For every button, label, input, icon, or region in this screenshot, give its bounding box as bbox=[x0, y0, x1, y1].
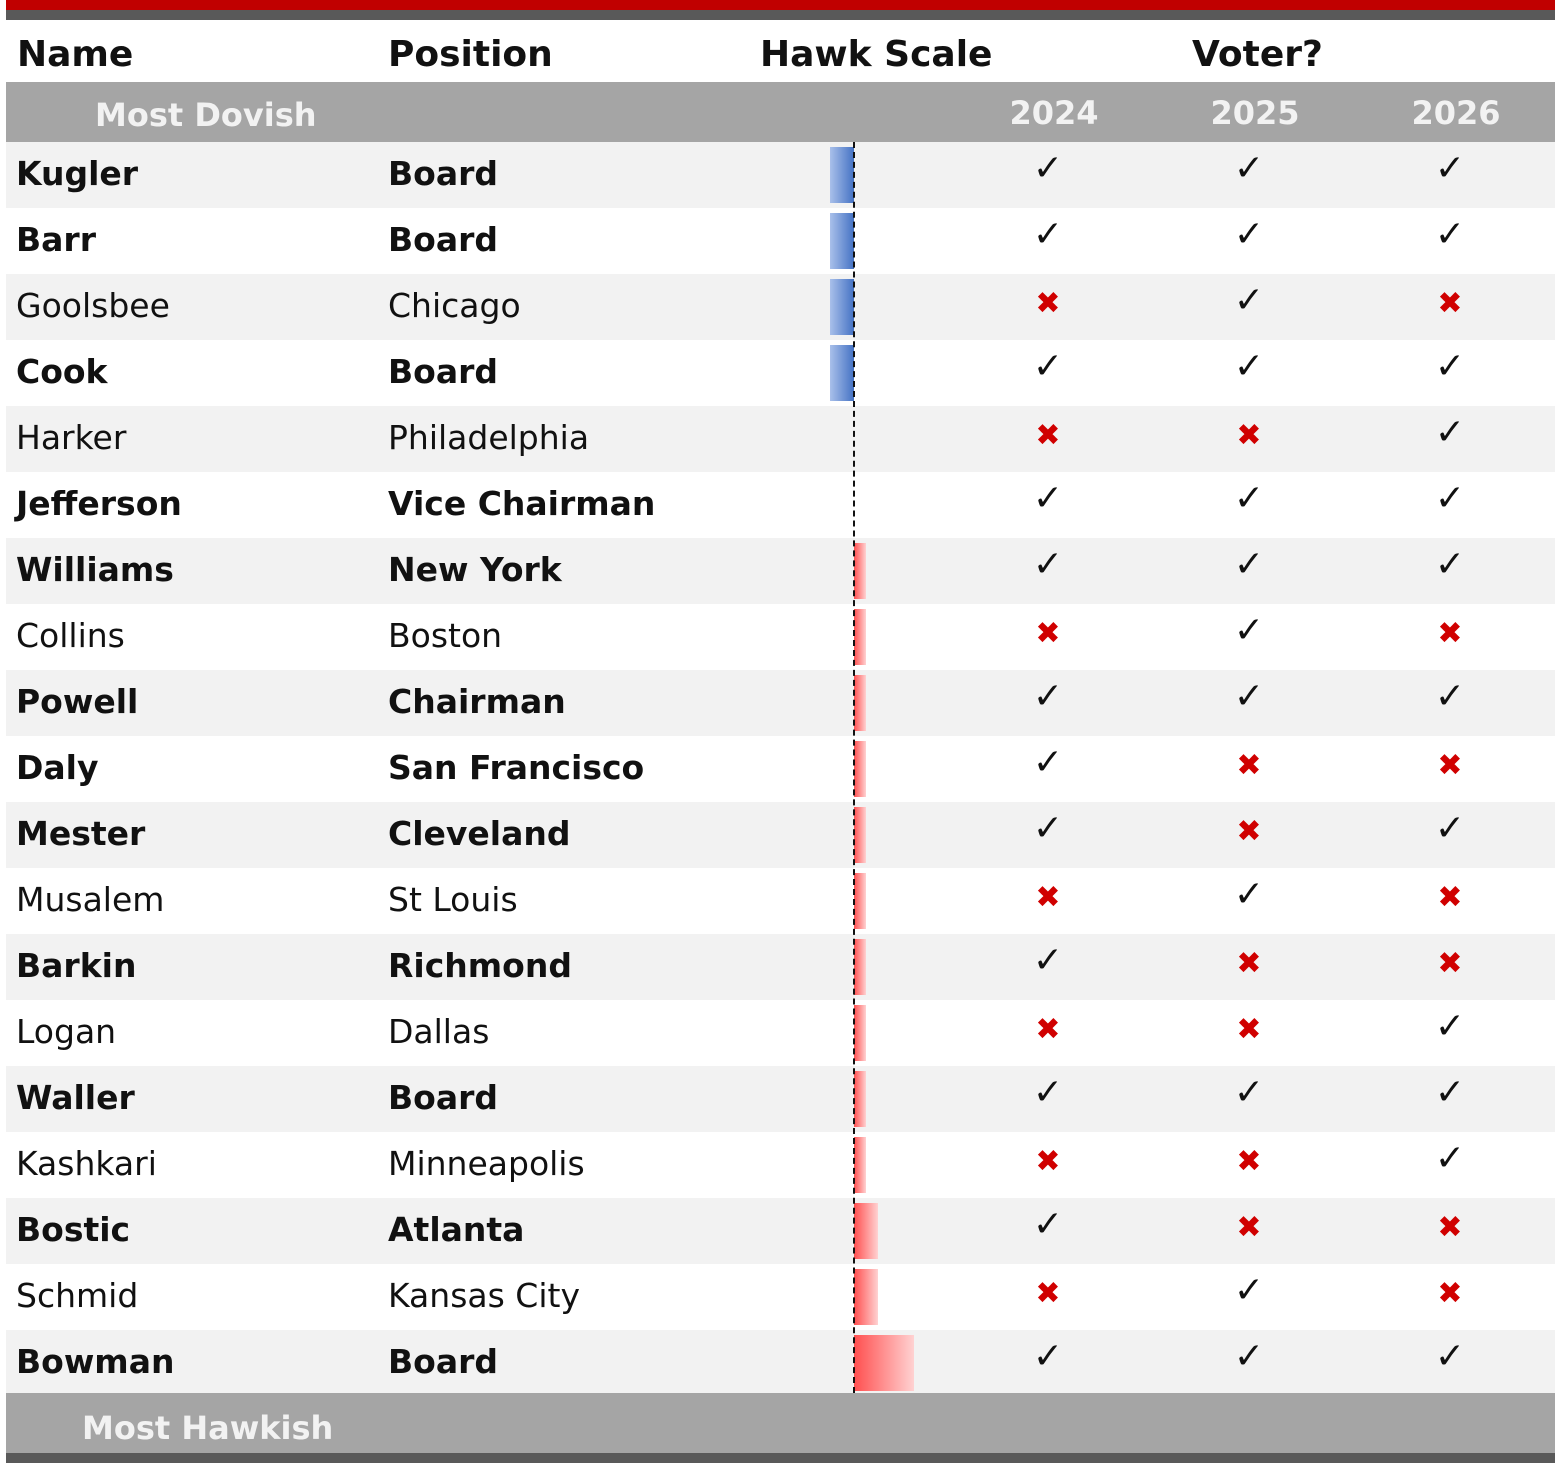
cross-icon: ✖ bbox=[1035, 880, 1061, 915]
table-row bbox=[6, 604, 1555, 670]
check-icon: ✓ bbox=[1233, 478, 1265, 519]
most-dovish-label: Most Dovish bbox=[95, 96, 317, 134]
table-row bbox=[6, 802, 1555, 868]
member-name: Powell bbox=[16, 682, 139, 721]
hawkish-bar bbox=[854, 543, 866, 599]
cross-icon: ✖ bbox=[1437, 748, 1463, 783]
member-name: Collins bbox=[16, 616, 125, 655]
table-row bbox=[6, 472, 1555, 538]
cross-icon: ✖ bbox=[1437, 616, 1463, 651]
header-voter: Voter? bbox=[1192, 34, 1323, 75]
cross-icon: ✖ bbox=[1437, 1276, 1463, 1311]
table-header bbox=[6, 20, 1555, 82]
check-icon: ✓ bbox=[1233, 544, 1265, 585]
check-icon: ✓ bbox=[1233, 874, 1265, 915]
member-position: Boston bbox=[388, 616, 503, 655]
member-name: Goolsbee bbox=[16, 286, 170, 325]
cross-icon: ✖ bbox=[1035, 1012, 1061, 1047]
check-icon: ✓ bbox=[1233, 676, 1265, 717]
table-row bbox=[6, 208, 1555, 274]
member-name: Cook bbox=[16, 352, 108, 391]
cross-icon: ✖ bbox=[1035, 1276, 1061, 1311]
dovish-bar bbox=[830, 147, 854, 203]
table-row bbox=[6, 868, 1555, 934]
table-row bbox=[6, 538, 1555, 604]
member-position: Chairman bbox=[388, 682, 566, 721]
check-icon: ✓ bbox=[1032, 1336, 1064, 1377]
table-row bbox=[6, 934, 1555, 1000]
member-name: Bowman bbox=[16, 1342, 175, 1381]
hawkish-bar bbox=[854, 675, 866, 731]
check-icon: ✓ bbox=[1032, 346, 1064, 387]
member-name: Kashkari bbox=[16, 1144, 157, 1183]
check-icon: ✓ bbox=[1434, 1138, 1466, 1179]
member-position: Atlanta bbox=[388, 1210, 525, 1249]
cross-icon: ✖ bbox=[1236, 946, 1262, 981]
check-icon: ✓ bbox=[1233, 148, 1265, 189]
cross-icon: ✖ bbox=[1437, 880, 1463, 915]
member-name: Williams bbox=[16, 550, 174, 589]
member-position: Philadelphia bbox=[388, 418, 590, 457]
check-icon: ✓ bbox=[1032, 1204, 1064, 1245]
table-row bbox=[6, 340, 1555, 406]
hawkish-bar bbox=[854, 741, 866, 797]
member-name: Daly bbox=[16, 748, 99, 787]
member-position: Board bbox=[388, 220, 498, 259]
hawk-scale-zero-line bbox=[853, 142, 855, 1393]
check-icon: ✓ bbox=[1032, 676, 1064, 717]
check-icon: ✓ bbox=[1434, 1072, 1466, 1113]
year-2025: 2025 bbox=[1210, 94, 1300, 132]
check-icon: ✓ bbox=[1434, 544, 1466, 585]
check-icon: ✓ bbox=[1434, 148, 1466, 189]
hawkish-bar bbox=[854, 939, 866, 995]
dovish-bar bbox=[830, 279, 854, 335]
check-icon: ✓ bbox=[1032, 1072, 1064, 1113]
cross-icon: ✖ bbox=[1236, 814, 1262, 849]
cross-icon: ✖ bbox=[1236, 418, 1262, 453]
dovish-bar bbox=[830, 213, 854, 269]
table-row bbox=[6, 142, 1555, 208]
table-row bbox=[6, 1264, 1555, 1330]
hawkish-bar bbox=[854, 1137, 866, 1193]
table-row bbox=[6, 736, 1555, 802]
member-position: Minneapolis bbox=[388, 1144, 585, 1183]
member-position: Board bbox=[388, 1342, 498, 1381]
table-row bbox=[6, 1330, 1555, 1396]
member-position: Board bbox=[388, 154, 498, 193]
member-position: Board bbox=[388, 352, 498, 391]
hawkish-bar bbox=[854, 1269, 878, 1325]
table-row bbox=[6, 1000, 1555, 1066]
check-icon: ✓ bbox=[1032, 808, 1064, 849]
check-icon: ✓ bbox=[1032, 544, 1064, 585]
check-icon: ✓ bbox=[1233, 346, 1265, 387]
year-2024: 2024 bbox=[1009, 94, 1099, 132]
check-icon: ✓ bbox=[1434, 346, 1466, 387]
table-row bbox=[6, 274, 1555, 340]
member-name: Jefferson bbox=[16, 484, 182, 523]
member-name: Harker bbox=[16, 418, 127, 457]
member-name: Waller bbox=[16, 1078, 135, 1117]
most-hawkish-band bbox=[6, 1393, 1555, 1453]
member-position: Chicago bbox=[388, 286, 521, 325]
check-icon: ✓ bbox=[1233, 280, 1265, 321]
header-name: Name bbox=[17, 34, 134, 75]
check-icon: ✓ bbox=[1032, 940, 1064, 981]
member-position: Kansas City bbox=[388, 1276, 580, 1315]
cross-icon: ✖ bbox=[1236, 1144, 1262, 1179]
member-name: Logan bbox=[16, 1012, 117, 1051]
check-icon: ✓ bbox=[1434, 808, 1466, 849]
member-name: Kugler bbox=[16, 154, 139, 193]
table-row bbox=[6, 670, 1555, 736]
member-name: Schmid bbox=[16, 1276, 139, 1315]
member-position: San Francisco bbox=[388, 748, 645, 787]
check-icon: ✓ bbox=[1032, 148, 1064, 189]
member-position: St Louis bbox=[388, 880, 518, 919]
dovish-bar bbox=[830, 345, 854, 401]
header-position: Position bbox=[388, 34, 553, 75]
most-hawkish-label: Most Hawkish bbox=[82, 1409, 334, 1447]
table-row bbox=[6, 1066, 1555, 1132]
table-row bbox=[6, 406, 1555, 472]
hawkish-bar bbox=[854, 609, 866, 665]
check-icon: ✓ bbox=[1233, 1270, 1265, 1311]
cross-icon: ✖ bbox=[1035, 1144, 1061, 1179]
hawkish-bar bbox=[854, 1071, 866, 1127]
cross-icon: ✖ bbox=[1236, 1012, 1262, 1047]
member-position: Richmond bbox=[388, 946, 572, 985]
cross-icon: ✖ bbox=[1437, 1210, 1463, 1245]
member-position: Dallas bbox=[388, 1012, 490, 1051]
hawkish-bar bbox=[854, 807, 866, 863]
check-icon: ✓ bbox=[1233, 1072, 1265, 1113]
member-name: Musalem bbox=[16, 880, 165, 919]
hawkish-bar bbox=[854, 1335, 914, 1391]
member-position: Cleveland bbox=[388, 814, 571, 853]
hawkish-bar bbox=[854, 1203, 878, 1259]
cross-icon: ✖ bbox=[1236, 1210, 1262, 1245]
bottom-accent-shadow bbox=[6, 1453, 1555, 1463]
check-icon: ✓ bbox=[1233, 214, 1265, 255]
check-icon: ✓ bbox=[1233, 610, 1265, 651]
year-2026: 2026 bbox=[1411, 94, 1501, 132]
hawkish-bar bbox=[854, 1005, 866, 1061]
member-name: Bostic bbox=[16, 1210, 131, 1249]
check-icon: ✓ bbox=[1233, 1336, 1265, 1377]
member-name: Barkin bbox=[16, 946, 137, 985]
check-icon: ✓ bbox=[1434, 1006, 1466, 1047]
member-name: Barr bbox=[16, 220, 96, 259]
check-icon: ✓ bbox=[1434, 478, 1466, 519]
hawkish-bar bbox=[854, 873, 866, 929]
most-dovish-band bbox=[6, 82, 1555, 142]
member-position: Board bbox=[388, 1078, 498, 1117]
table-row bbox=[6, 1198, 1555, 1264]
table-row bbox=[6, 1132, 1555, 1198]
member-name: Mester bbox=[16, 814, 146, 853]
check-icon: ✓ bbox=[1032, 478, 1064, 519]
cross-icon: ✖ bbox=[1236, 748, 1262, 783]
check-icon: ✓ bbox=[1434, 1336, 1466, 1377]
check-icon: ✓ bbox=[1434, 676, 1466, 717]
check-icon: ✓ bbox=[1032, 742, 1064, 783]
top-accent-shadow bbox=[6, 10, 1555, 20]
cross-icon: ✖ bbox=[1035, 616, 1061, 651]
member-position: New York bbox=[388, 550, 562, 589]
header-hawk-scale: Hawk Scale bbox=[760, 34, 993, 75]
member-position: Vice Chairman bbox=[388, 484, 656, 523]
check-icon: ✓ bbox=[1434, 412, 1466, 453]
top-accent-bar bbox=[6, 0, 1555, 10]
cross-icon: ✖ bbox=[1035, 286, 1061, 321]
check-icon: ✓ bbox=[1434, 214, 1466, 255]
cross-icon: ✖ bbox=[1437, 946, 1463, 981]
cross-icon: ✖ bbox=[1437, 286, 1463, 321]
check-icon: ✓ bbox=[1032, 214, 1064, 255]
cross-icon: ✖ bbox=[1035, 418, 1061, 453]
